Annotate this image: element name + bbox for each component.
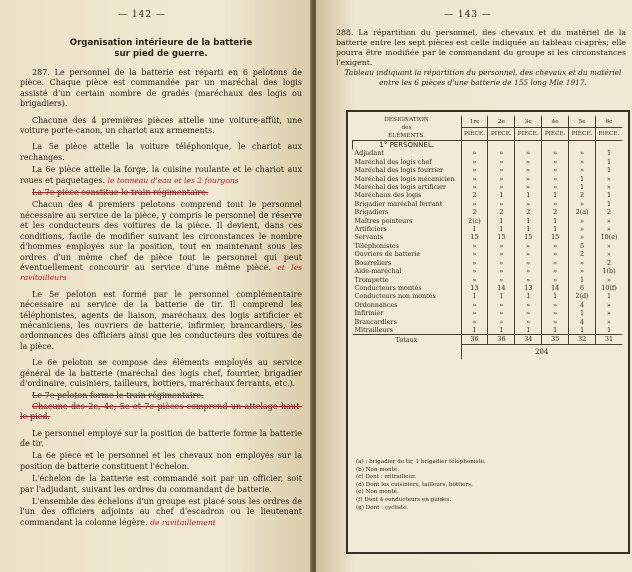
total-value: 36 (488, 335, 515, 344)
row-label: Maréchaux des logis (354, 191, 422, 200)
row-value: 10(e) (596, 233, 622, 241)
row-label: Conducteurs montés (354, 283, 422, 292)
row-value: » (542, 318, 569, 326)
row-value: 1 (596, 149, 622, 157)
section-heading: Organisation intérieure de la batterie sur pied de guerre. (69, 38, 253, 59)
row-value: 1 (488, 326, 515, 335)
row-value: » (515, 250, 542, 258)
page-number-left: — 142 — (118, 10, 166, 20)
col-word-3: PIÈCE. (515, 128, 542, 141)
row-value: » (515, 267, 542, 275)
row-value: » (569, 200, 596, 208)
row-value: » (461, 183, 488, 191)
row-value: » (515, 259, 542, 267)
row-value: » (488, 301, 515, 309)
table-row (353, 318, 623, 326)
row-value: » (596, 183, 622, 191)
row-value: 1 (596, 166, 622, 174)
row-value: » (515, 301, 542, 309)
row-value: » (461, 309, 488, 317)
row-value: 1 (515, 225, 542, 233)
row-value: 2 (542, 208, 569, 216)
row-value: » (542, 276, 569, 284)
row-value: 1 (596, 191, 622, 199)
row-label: Servants (354, 233, 384, 242)
row-value: » (542, 200, 569, 208)
total-value: 36 (461, 335, 488, 344)
total-value: 31 (596, 335, 622, 344)
row-label: Ordonnances (354, 300, 398, 309)
section-title: 1° PERSONNEL. (353, 141, 462, 150)
row-value: » (515, 242, 542, 250)
row-value: » (542, 309, 569, 317)
row-value: 1 (569, 309, 596, 317)
row-value: » (515, 309, 542, 317)
row-label: Maréchal des logis mécanicien (354, 174, 455, 183)
table-row (353, 250, 623, 258)
paragraph-5th-peloton: Le 5e peloton est formé par le personnel complémentaire nécessaire au service de la batterie de tir. Il comprend les téléphonistes, agents de liaison, maréchaux des logis artificier et mécaniciens, les ouvriers de batterie, infirmier, brancardiers, les ordonnances des officiers ainsi que les conducteurs des voitures de la pièce. (20, 289, 302, 351)
row-value: 2 (596, 208, 622, 216)
table-row (353, 225, 623, 233)
row-value: » (488, 242, 515, 250)
paragraph-batterie-de-tir: Le personnel employé sur la position de batterie forme la batterie de tir. (20, 428, 302, 448)
paragraph-6th-peloton: Le 6e peloton se compose des éléments employés au service général de la batterie (maréchal des logis chef, fourrier, brigadier d'ordinaire, cuisiniers, tailleurs, bottiers, maréchaux ferrants, etc.). (20, 358, 302, 388)
row-value: » (515, 175, 542, 183)
row-value: » (488, 183, 515, 191)
row-label: Conducteurs non montés (354, 292, 436, 301)
col-word-2: PIÈCE. (488, 128, 515, 141)
row-value: » (542, 242, 569, 250)
designation-header: DÉSIGNATION des ÉLÉMENTS. (353, 116, 462, 141)
table-row (353, 284, 623, 292)
row-value: » (542, 183, 569, 191)
row-value: 1 (596, 292, 622, 300)
row-value: 2 (461, 208, 488, 216)
paragraph-groupe: L'ensemble des échelons d'un groupe est placé sous les ordres de l'un des officiers adjoints au chef d'escadron ou le lieutenant commandant la colonne légère. de ravitaillement (20, 497, 302, 527)
row-label: Ouvriers de batterie (354, 250, 421, 259)
paragraph-first-pieces: Chacune des 4 premières pièces attelle une voiture-affût, une voiture porte-canon, un chariot aux armements. (20, 115, 302, 136)
row-label: Infirmier (354, 309, 384, 318)
row-value: 2 (488, 208, 515, 216)
col-num-2: 2e (488, 116, 515, 128)
total-value: 32 (569, 335, 596, 344)
row-value: 15 (542, 233, 569, 241)
table-row (353, 217, 623, 225)
row-value: 1 (461, 225, 488, 233)
col-word-6: PIÈCE. (596, 128, 622, 141)
grand-total: 204 (461, 344, 622, 359)
row-value: » (515, 149, 542, 157)
row-value: » (488, 309, 515, 317)
row-value: » (596, 318, 622, 326)
row-value: » (596, 225, 622, 233)
row-value: » (542, 259, 569, 267)
col-num-4: 4e (542, 116, 569, 128)
row-value: 1 (596, 200, 622, 208)
row-value: 4 (569, 318, 596, 326)
left-body (20, 38, 302, 528)
row-value: » (488, 267, 515, 275)
table-row (353, 166, 623, 174)
page-number-right: — 143 — (444, 10, 492, 20)
table-row (353, 208, 623, 216)
row-label: Brancardiers (354, 317, 397, 326)
row-value: » (461, 267, 488, 275)
row-value: » (488, 149, 515, 157)
row-value: 5 (569, 242, 596, 250)
paragraph-echelon: La 6e pièce et le personnel et les chevaux non employés sur la position de batterie constituent l'échelon. (20, 451, 302, 471)
row-label: Adjudant (354, 149, 384, 158)
row-value: » (488, 276, 515, 284)
row-value: 1 (542, 191, 569, 199)
row-value: » (596, 301, 622, 309)
row-value: 15 (461, 233, 488, 241)
row-label: Brigadier maréchal ferrant (354, 199, 443, 208)
row-value: 1 (515, 191, 542, 199)
row-value: » (515, 318, 542, 326)
table-note: (f) Dont 4 conducteurs en guides. (356, 496, 452, 503)
row-label: Maréchal des logis fourrier (354, 166, 444, 175)
annotation-ravitailleurs: et les ravitailleurs (20, 262, 302, 283)
row-value: » (461, 149, 488, 157)
row-label: Maréchal des logis artificier (354, 183, 446, 192)
table-note: (b) Non monté. (356, 466, 399, 473)
left-page (0, 0, 312, 572)
table-row (353, 301, 623, 309)
paragraph-7th-peloton-struck: Le 7e peloton forme le train régimentaire. (32, 391, 204, 401)
row-value: 1(b) (596, 267, 622, 275)
row-value: » (488, 259, 515, 267)
distribution-table (352, 116, 622, 359)
row-value: 1 (596, 326, 622, 335)
row-value: 1 (461, 326, 488, 335)
row-value: » (542, 301, 569, 309)
row-value: » (542, 250, 569, 258)
paragraph-echelon-command: L'échelon de la batterie est commandé soit par un officier, soit par l'adjudant, suivant les ordres du commandant de batterie. (20, 474, 302, 494)
row-value: » (569, 259, 596, 267)
section-row (353, 141, 623, 150)
row-value: » (488, 158, 515, 166)
row-value: 1 (515, 292, 542, 300)
row-value: » (569, 217, 596, 225)
row-value: 13 (515, 284, 542, 292)
col-word-5: PIÈCE. (569, 128, 596, 141)
row-value: 1 (542, 292, 569, 300)
table-row (353, 175, 623, 183)
table-row (353, 276, 623, 284)
row-value: 1 (569, 326, 596, 335)
paragraph-287: 287. Le personnel de la batterie est réparti en 6 pelotons de pièce. Chaque pièce est commandée par un maréchal des logis assisté d'un certain nombre de gradés (maréchaux des logis ou brigadiers). (20, 68, 302, 109)
row-value: 1 (569, 276, 596, 284)
row-value: » (569, 225, 596, 233)
row-value: » (461, 301, 488, 309)
table-row (353, 191, 623, 199)
row-value: » (488, 318, 515, 326)
row-value: » (515, 200, 542, 208)
paragraph-7th-piece-struck: La 7e pièce constitue le train régimentaire. (32, 188, 209, 198)
totals-label: Totaux (353, 335, 462, 344)
paragraph-6th-piece: La 6e pièce attelle la forge, la cuisine roulante et le chariot aux roues et paquetages. le tonneau d'eau et les 2 fourgons (20, 165, 302, 185)
row-value: » (515, 166, 542, 174)
row-label: Artificiers (354, 225, 387, 234)
paragraph-attelage-struck: Chacune des 2e, 4e, 5e et 7e pièces comprend un attelage haut-le-pied. (20, 401, 302, 422)
table-row (353, 259, 623, 267)
annotation-fourgons: et les 2 fourgons (174, 175, 239, 185)
row-value: 1 (515, 217, 542, 225)
table-row (353, 326, 623, 335)
row-value: » (461, 250, 488, 258)
row-value: » (461, 200, 488, 208)
table-row (353, 200, 623, 208)
row-value: » (569, 158, 596, 166)
paragraph-288: 288. La répartition du personnel, des chevaux et du matériel de la batterie entre les sept pièces est celle indiquée au tableau ci-après; elle pourra être modifiée par le commandant du groupe si les circonstances l'exigent. (336, 27, 626, 67)
row-value: 2 (461, 191, 488, 199)
annotation-tonneau: le tonneau d'eau (107, 175, 172, 185)
col-word-1: PIÈCE. (461, 128, 488, 141)
row-value: 10(f) (596, 284, 622, 292)
row-value: » (461, 166, 488, 174)
col-num-5: 5e (569, 116, 596, 128)
distribution-table-frame (346, 110, 630, 554)
total-value: 34 (515, 335, 542, 344)
row-value: » (515, 158, 542, 166)
table-row (353, 292, 623, 300)
col-num-6: 6e (596, 116, 622, 128)
row-value: » (461, 318, 488, 326)
row-value: » (461, 242, 488, 250)
paragraph-5th-piece: La 5e pièce attelle la voiture téléphonique, le chariot aux rechanges. (20, 142, 302, 162)
row-value: » (596, 242, 622, 250)
row-value: » (488, 200, 515, 208)
grand-total-row (353, 344, 623, 359)
row-value: » (542, 175, 569, 183)
row-value: » (569, 267, 596, 275)
total-value: 35 (542, 335, 569, 344)
annotation-ravitaillement: de ravitaillement (150, 517, 216, 527)
paragraph-pelotons: Chacun des 4 premiers pelotons comprend tout le personnel nécessaire au service de la pièce, y compris le personnel de réserve et les conducteurs des voitures de la pièce. Il devient, dans ces conditions, facile de modifier suivant les circonstances le nombre d'hommes employés sur la position, tout en maintenant sous les ordres d'un même chef de pièce tout le personnel qui peut éventuellement concourir au service d'une même pièce. et les ravitailleurs (20, 200, 302, 283)
row-value: » (488, 250, 515, 258)
table-caption: Tableau indiquant la répartition du personnel, des chevaux et du matériel entre les 6 pièces d'une batterie de 155 long Mle 1917. (344, 68, 622, 87)
row-label: Brigadiers (354, 208, 389, 217)
row-value: » (596, 175, 622, 183)
row-value: » (569, 166, 596, 174)
table-row (353, 149, 623, 157)
row-value: 4 (569, 301, 596, 309)
row-label: Maîtres pointeurs (354, 216, 413, 225)
col-num-1: 1re (461, 116, 488, 128)
row-value: 1 (569, 183, 596, 191)
row-value: 1 (569, 175, 596, 183)
row-value: » (461, 158, 488, 166)
table-row (353, 233, 623, 241)
row-value: » (488, 166, 515, 174)
row-value: 6 (569, 284, 596, 292)
row-value: » (542, 166, 569, 174)
row-value: » (596, 309, 622, 317)
col-word-4: PIÈCE. (542, 128, 569, 141)
row-value: 2(a) (569, 208, 596, 216)
table-note: (c) Dont : mitrailleur. (356, 474, 416, 481)
row-value: 2 (569, 250, 596, 258)
row-value: 1 (542, 217, 569, 225)
row-value: » (488, 175, 515, 183)
row-value: 1 (461, 292, 488, 300)
row-label: Bourreliers (354, 258, 392, 267)
row-value: » (569, 233, 596, 241)
row-value: » (461, 175, 488, 183)
row-value: 14 (542, 284, 569, 292)
row-value: 15 (515, 233, 542, 241)
row-value: 15 (488, 233, 515, 241)
row-value: 13 (461, 284, 488, 292)
table-row (353, 242, 623, 250)
row-value: » (596, 217, 622, 225)
right-page (316, 0, 632, 572)
row-value: 1 (515, 326, 542, 335)
row-label: Aide-maréchal (354, 267, 402, 276)
row-value: » (461, 276, 488, 284)
row-label: Mitrailleurs (354, 325, 393, 334)
row-value: » (542, 267, 569, 275)
row-value: » (542, 149, 569, 157)
row-value: 1 (488, 292, 515, 300)
row-value: 1 (542, 225, 569, 233)
row-value: 1 (596, 158, 622, 166)
table-notes (356, 459, 486, 512)
row-value: » (569, 149, 596, 157)
table-row (353, 158, 623, 166)
row-value: » (515, 183, 542, 191)
table-note: (g) Dont : cycliste. (356, 504, 409, 511)
row-value: » (461, 259, 488, 267)
row-value: 1 (488, 217, 515, 225)
table-header-row (353, 116, 623, 128)
row-value: 2(d) (569, 292, 596, 300)
table-note: (d) Dont les cuisiniers, tailleurs, bottiers. (356, 481, 473, 488)
row-value: 2(c) (461, 217, 488, 225)
row-value: » (542, 158, 569, 166)
row-value: » (596, 250, 622, 258)
table-row (353, 183, 623, 191)
row-label: Maréchal des logis chef (354, 157, 432, 166)
col-num-3: 3e (515, 116, 542, 128)
row-value: 2 (515, 208, 542, 216)
table-note: (e) Non monté. (356, 489, 399, 496)
row-value: 14 (488, 284, 515, 292)
table-row (353, 267, 623, 275)
table-row (353, 309, 623, 317)
row-value: 1 (542, 326, 569, 335)
row-label: Trompette (354, 275, 389, 284)
row-value: 1 (488, 191, 515, 199)
row-label: Téléphonistes (354, 241, 399, 250)
row-value: 2 (596, 259, 622, 267)
row-value: » (515, 276, 542, 284)
row-value: 1 (488, 225, 515, 233)
row-value: 2 (569, 191, 596, 199)
table-note: (a) : brigadier de tir, 1 brigadier téléphoniste. (356, 459, 486, 465)
totals-row (353, 335, 623, 344)
row-value: » (596, 276, 622, 284)
